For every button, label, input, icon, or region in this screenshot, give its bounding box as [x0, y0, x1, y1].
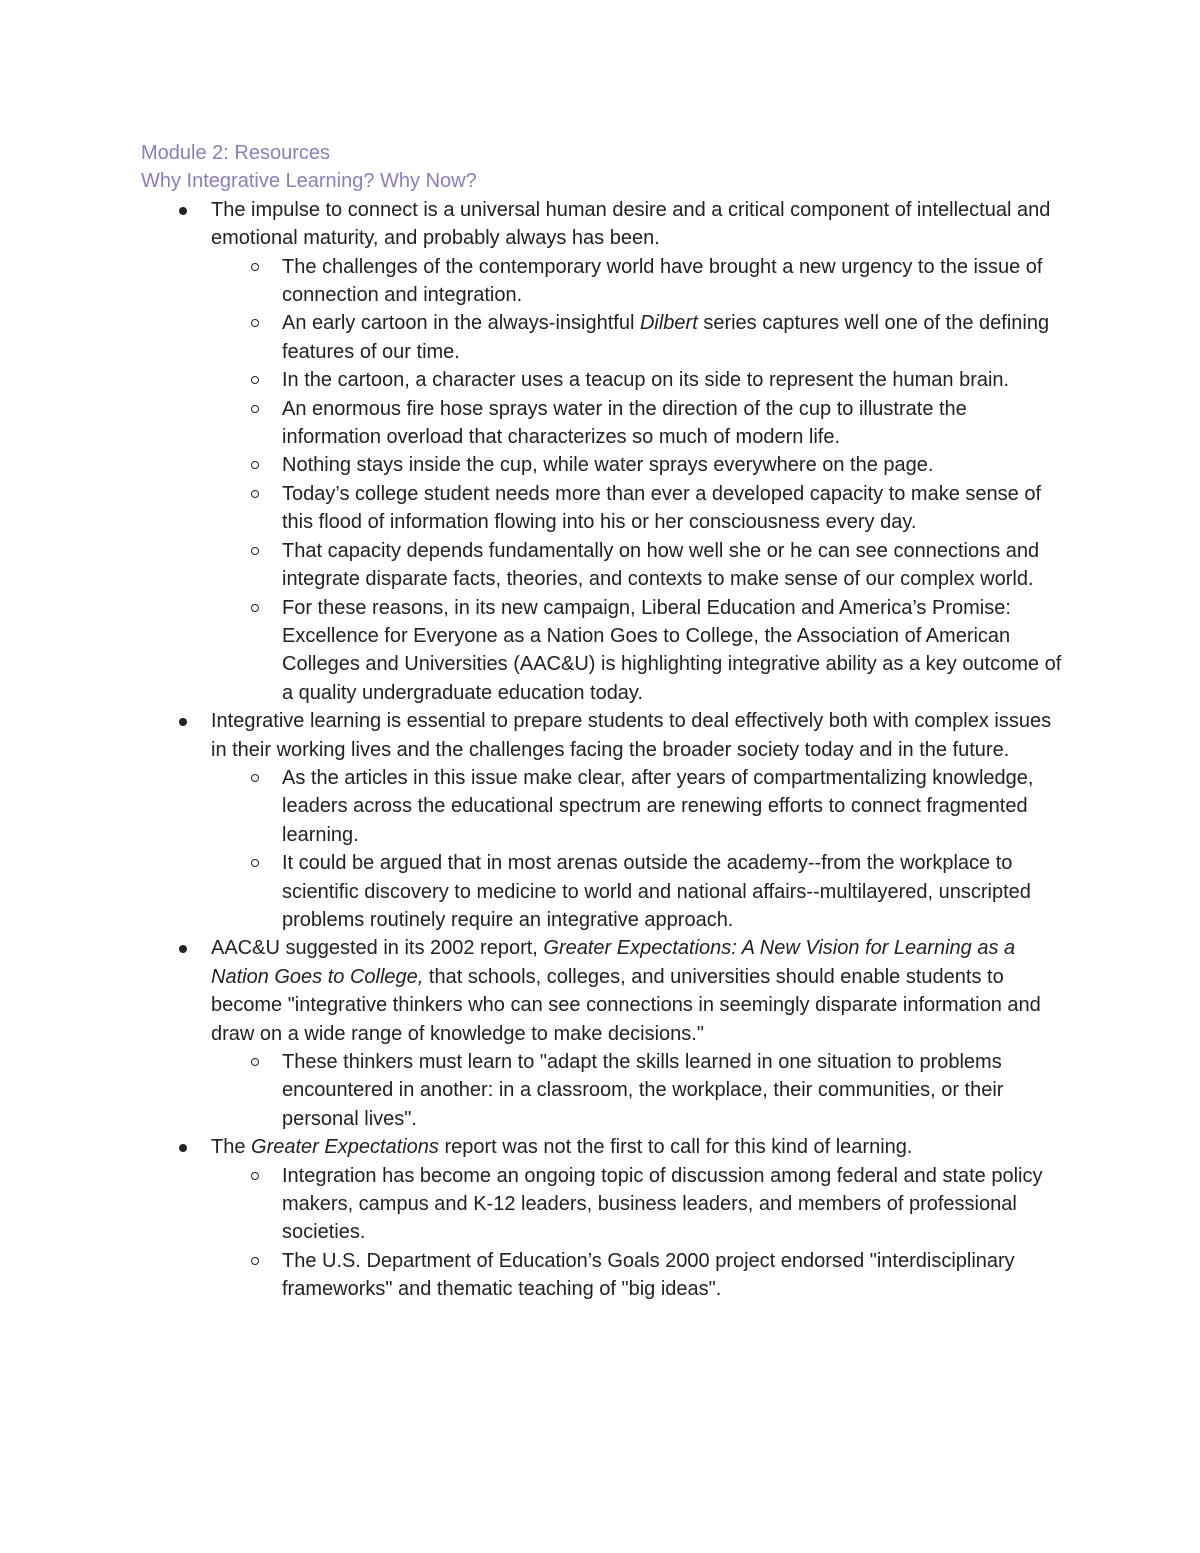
text-segment: Integration has become an ongoing topic of discussion among federal and state policy makers, campus and K-12 leaders, business leaders, and members of professional societies. [282, 1164, 1043, 1244]
filled-bullet-icon [179, 718, 187, 726]
sub-list [211, 1162, 1071, 1304]
list-item-text [211, 707, 1071, 764]
sub-list-item [141, 253, 1071, 310]
sub-list-item-text [282, 480, 1071, 537]
sub-list-item-text [282, 366, 1071, 394]
italic-text: Dilbert [639, 312, 698, 335]
sub-list [211, 764, 1071, 934]
hollow-bullet-icon [251, 1257, 259, 1265]
filled-bullet-icon [179, 945, 187, 953]
hollow-bullet-icon [251, 547, 259, 555]
document-content [141, 139, 1071, 1304]
list-item [141, 1133, 1071, 1303]
list-item [141, 707, 1071, 934]
list-item-text [211, 934, 1071, 1048]
sub-list-item-text [282, 764, 1071, 849]
sub-list-item [141, 1247, 1071, 1304]
text-segment: The [211, 1136, 252, 1159]
hollow-bullet-icon [251, 604, 259, 612]
text-segment: Today’s college student needs more than ever a developed capacity to make sense of this flood of information flowing into his or her consciousness every day. [282, 482, 1041, 534]
sub-list-item-text [282, 1162, 1071, 1247]
text-segment: It could be argued that in most arenas outside the academy--from the workplace to scientific discovery to medicine to world and national affairs--multilayered, unscripted problems routinely require an integrative approach. [282, 852, 1031, 931]
hollow-bullet-icon [251, 376, 259, 384]
document-title: Module 2: Resources [141, 142, 330, 164]
list-item-text [211, 196, 1071, 253]
sub-list-item [141, 594, 1071, 708]
hollow-bullet-icon [251, 405, 259, 413]
sub-list-item-text [282, 451, 1071, 479]
hollow-bullet-icon [251, 1058, 259, 1066]
text-segment: Integrative learning is essential to prepare students to deal effectively both with complex issues in their working lives and the challenges facing the broader society today and in the future. [211, 710, 1052, 761]
sub-list-item [141, 451, 1071, 479]
text-segment: An enormous fire hose sprays water in the direction of the cup to illustrate the information overload that characterizes so much of modern life. [282, 397, 967, 449]
italic-text: Greater Expectations [251, 1136, 439, 1159]
sub-list-item-text [282, 1247, 1071, 1304]
sub-list-item-text [282, 537, 1071, 594]
sub-list-item-text [282, 849, 1071, 934]
text-segment: that schools, colleges, and universities should enable students to become "integrative thinkers who can see connections in seemingly disparate information and draw on a wide range of knowledge to make decisions." [211, 965, 1041, 1045]
sub-list-item [141, 764, 1071, 849]
hollow-bullet-icon [251, 490, 259, 498]
hollow-bullet-icon [251, 1172, 259, 1180]
sub-list-item-text [282, 1048, 1071, 1133]
sub-list-item-text [282, 594, 1071, 708]
list-item [141, 196, 1071, 707]
hollow-bullet-icon [251, 319, 259, 327]
bullet-list [141, 196, 1071, 1304]
text-segment: As the articles in this issue make clear, after years of compartmentalizing knowledge, leaders across the educational spectrum are renewing efforts to connect fragmented learning. [282, 766, 1034, 846]
document-subtitle: Why Integrative Learning? Why Now? [141, 170, 477, 193]
sub-list-item [141, 366, 1071, 394]
filled-bullet-icon [179, 1144, 187, 1152]
text-segment: AAC&U suggested in its 2002 report, [211, 937, 544, 960]
hollow-bullet-icon [251, 774, 259, 782]
text-segment: Nothing stays inside the cup, while water sprays everywhere on the page. [282, 454, 934, 477]
list-item-text [211, 1133, 1071, 1161]
text-segment: These thinkers must learn to "adapt the skills learned in one situation to problems encountered in another: in a classroom, the workplace, their communities, or their personal lives". [282, 1051, 1004, 1130]
text-segment: An early cartoon in the always-insightful [282, 312, 640, 335]
sub-list-item-text [282, 253, 1071, 310]
text-segment: The challenges of the contemporary world have brought a new urgency to the issue of connection and integration. [282, 255, 1043, 307]
hollow-bullet-icon [251, 263, 259, 271]
text-segment: series captures well one of the defining features of our time. [282, 312, 1050, 363]
hollow-bullet-icon [251, 859, 259, 867]
text-segment: The impulse to connect is a universal human desire and a critical component of intellectual and emotional maturity, and probably always has been. [211, 198, 1051, 250]
text-segment: For these reasons, in its new campaign, Liberal Education and America’s Promise: Excellence for Everyone as a Nation Goes to College, the Association of American Colleges and Universities (AAC&U) is highlighting integrative ability as a key outcome of a quality undergraduate education today. [282, 596, 1062, 704]
sub-list [211, 1048, 1071, 1133]
sub-list [211, 253, 1071, 708]
text-segment: That capacity depends fundamentally on how well she or he can see connections and integrate disparate facts, theories, and contexts to make sense of our complex world. [282, 539, 1040, 591]
sub-list-item [141, 309, 1071, 366]
sub-list-item [141, 537, 1071, 594]
sub-list-item [141, 395, 1071, 452]
text-segment: The U.S. Department of Education’s Goals 2000 project endorsed "interdisciplinary frameworks" and thematic teaching of "big ideas". [282, 1249, 1015, 1301]
filled-bullet-icon [179, 207, 187, 215]
sub-list-item [141, 1048, 1071, 1133]
sub-list-item [141, 480, 1071, 537]
sub-list-item-text [282, 395, 1071, 452]
hollow-bullet-icon [251, 461, 259, 469]
sub-list-item [141, 849, 1071, 934]
sub-list-item-text [282, 309, 1071, 366]
text-segment: In the cartoon, a character uses a teacup on its side to represent the human brain. [282, 369, 1010, 392]
text-segment: report was not the first to call for this kind of learning. [438, 1136, 913, 1159]
list-item [141, 934, 1071, 1133]
sub-list-item [141, 1162, 1071, 1247]
italic-text: Greater Expectations: A New Vision for Learning as a Nation Goes to College, [211, 937, 1016, 988]
